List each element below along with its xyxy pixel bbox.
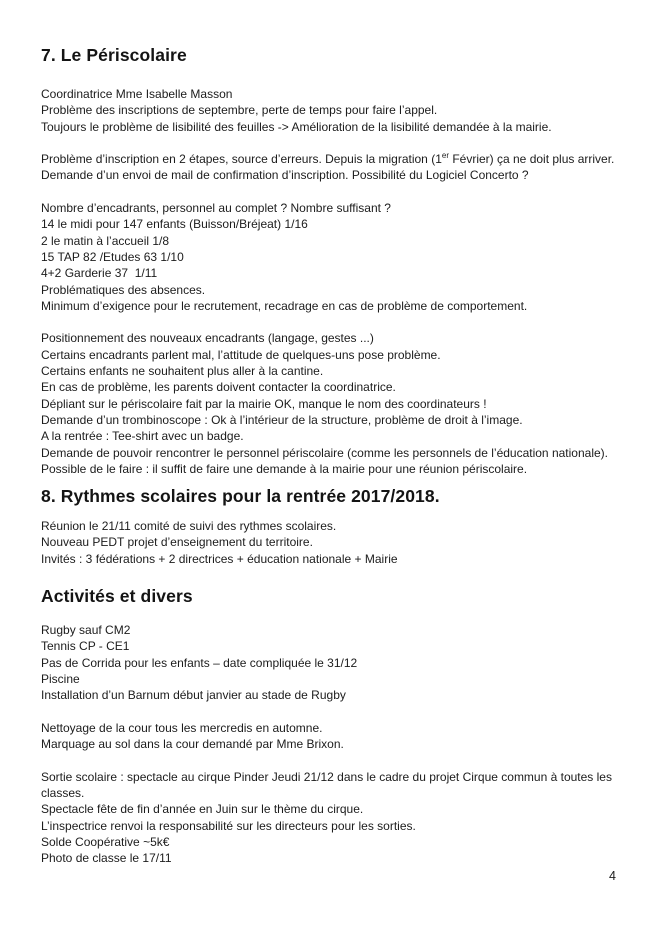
paragraph — [41, 518, 620, 567]
text-line: Demande d’un trombinoscope : Ok à l’intérieur de la structure, problème de droit à l’image. — [41, 412, 523, 427]
text-line: Réunion le 21/11 comité de suivi des rythmes scolaires. — [41, 519, 337, 534]
text-line-segment: Problème d’inscription en 2 étapes, source d’erreurs. Depuis la migration (1 — [41, 152, 442, 167]
text-line: Certains enfants ne souhaitent plus aller à la cantine. — [41, 364, 324, 379]
text-line — [41, 151, 620, 167]
page-number: 4 — [609, 869, 616, 883]
text-line: Pas de Corrida pour les enfants – date compliquée le 31/12 — [41, 655, 358, 670]
text-line: Minimum d’exigence pour le recrutement, recadrage en cas de problème de comportement. — [41, 298, 528, 313]
text-line: L’inspectrice renvoi la responsabilité sur les directeurs pour les sorties. — [41, 818, 416, 833]
text-line: Nouveau PEDT projet d’enseignement du territoire. — [41, 535, 313, 550]
text-line: Photo de classe le 17/11 — [41, 851, 172, 866]
text-line: Spectacle fête de fin d’année en Juin sur le thème du cirque. — [41, 802, 364, 817]
text-line: 15 TAP 82 /Etudes 63 1/10 — [41, 249, 184, 264]
paragraph — [41, 200, 620, 314]
text-line: Toujours le problème de lisibilité des feuilles -> Amélioration de la lisibilité demandée à la mairie. — [41, 119, 552, 134]
paragraph — [41, 622, 620, 703]
text-line: Marquage au sol dans la cour demandé par Mme Brixon. — [41, 737, 344, 752]
text-line: Piscine — [41, 671, 80, 686]
text-line-segment: Février) ça ne doit plus arriver. — [449, 152, 615, 167]
text-line: Nombre d’encadrants, personnel au complet ? Nombre suffisant ? — [41, 201, 391, 216]
text-line: classes. — [41, 785, 85, 800]
text-line: Dépliant sur le périscolaire fait par la mairie OK, manque le nom des coordinateurs ! — [41, 396, 487, 411]
section-heading-activites-divers: Activités et divers — [41, 586, 193, 607]
text-line: Possible de le faire : il suffit de faire une demande à la mairie pour une réunion périscolaire. — [41, 461, 528, 476]
paragraph — [41, 769, 620, 867]
text-line: A la rentrée : Tee-shirt avec un badge. — [41, 429, 244, 444]
text-line: Positionnement des nouveaux encadrants (langage, gestes ...) — [41, 331, 374, 346]
superscript-ordinal: er — [441, 151, 449, 161]
paragraph — [41, 151, 620, 184]
text-line: Nettoyage de la cour tous les mercredis en automne. — [41, 720, 323, 735]
text-line: Sortie scolaire : spectacle au cirque Pinder Jeudi 21/12 dans le cadre du projet Cirque commun à toutes les — [41, 769, 612, 784]
text-line: Installation d’un Barnum début janvier au stade de Rugby — [41, 688, 346, 703]
section-heading-rythmes-scolaires: 8. Rythmes scolaires pour la rentrée 2017/2018. — [41, 486, 440, 507]
text-line: Demande de pouvoir rencontrer le personnel périscolaire (comme les personnels de l’éducation nationale). — [41, 445, 608, 460]
text-line: Solde Coopérative ~5k€ — [41, 834, 170, 849]
paragraph — [41, 720, 620, 753]
text-line: Problématiques des absences. — [41, 282, 206, 297]
text-line: 4+2 Garderie 37 1/11 — [41, 266, 158, 281]
text-line: Tennis CP - CE1 — [41, 639, 130, 654]
text-line: 14 le midi pour 147 enfants (Buisson/Bréjeat) 1/16 — [41, 217, 308, 232]
section-heading-periscolaire: 7. Le Périscolaire — [41, 45, 187, 65]
paragraph — [41, 86, 620, 135]
text-line: Problème des inscriptions de septembre, perte de temps pour faire l’appel. — [41, 103, 438, 118]
text-line: Rugby sauf CM2 — [41, 623, 131, 638]
text-line: 2 le matin à l’accueil 1/8 — [41, 233, 170, 248]
text-line: Demande d’un envoi de mail de confirmation d’inscription. Possibilité du Logiciel Concerto ? — [41, 168, 529, 183]
text-line: En cas de problème, les parents doivent contacter la coordinatrice. — [41, 380, 396, 395]
text-line: Certains encadrants parlent mal, l’attitude de quelques-uns pose problème. — [41, 347, 441, 362]
text-line: Invités : 3 fédérations + 2 directrices + éducation nationale + Mairie — [41, 551, 398, 566]
paragraph — [41, 330, 620, 477]
text-line: Coordinatrice Mme Isabelle Masson — [41, 87, 233, 101]
